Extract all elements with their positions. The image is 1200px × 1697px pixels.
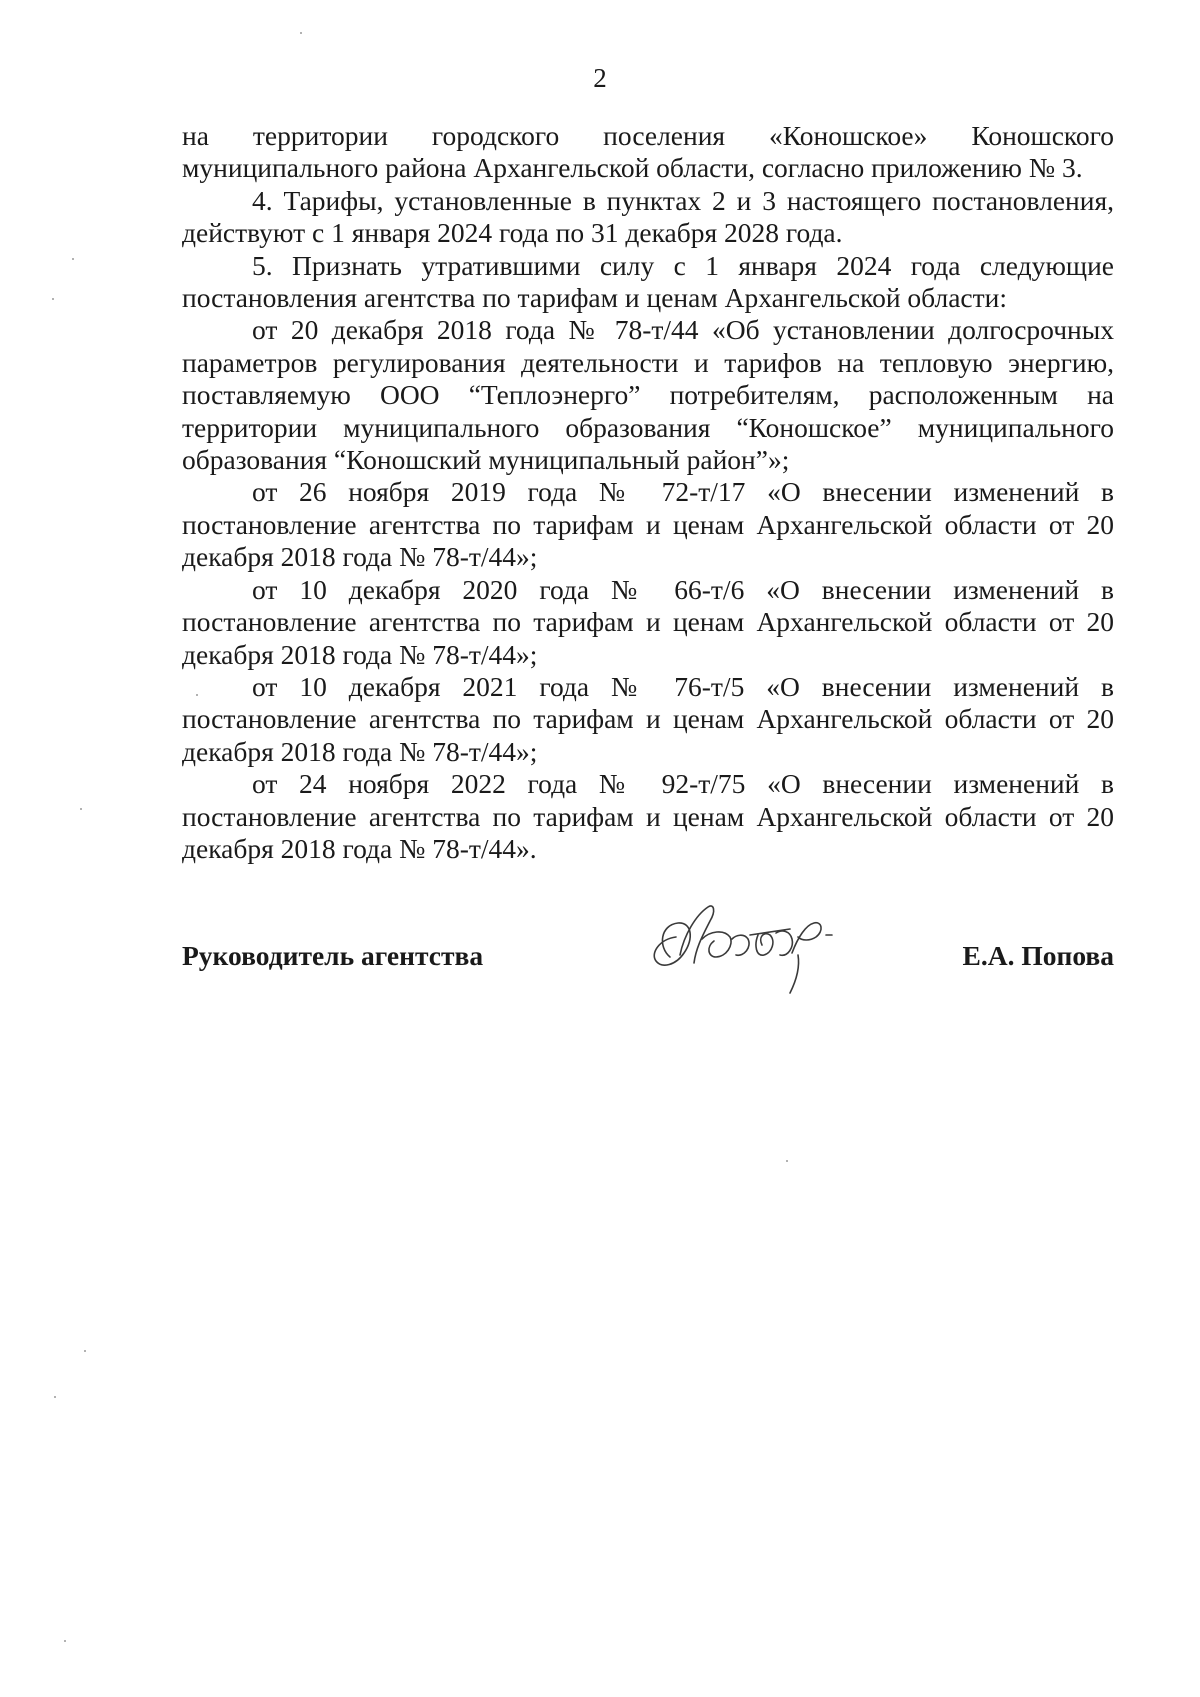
page-number: 2	[593, 63, 607, 93]
document-body	[182, 120, 1114, 865]
repealed-resolution-2018: от 20 декабря 2018 года № 78-т/44 «Об установлении долгосрочных параметров регулирования деятельности и тарифов на тепловую энергию, поставляемую ООО “Теплоэнерго” потребителям, расположенным на территории муниципального образования “Коношское” муниципального образования “Коношский муниципальный район”»;	[182, 314, 1114, 476]
paragraph-item-4: 4. Тарифы, установленные в пунктах 2 и 3 настоящего постановления, действуют с 1 января 2024 года по 31 декабря 2028 года.	[182, 184, 1114, 249]
repealed-resolution-2020: от 10 декабря 2020 года № 66-т/6 «О внесении изменений в постановление агентства по тарифам и ценам Архангельской области от 20 декабря 2018 года № 78-т/44»;	[182, 573, 1114, 670]
repealed-resolution-2021: от 10 декабря 2021 года № 76-т/5 «О внесении изменений в постановление агентства по тарифам и ценам Архангельской области от 20 декабря 2018 года № 78-т/44»;	[182, 670, 1114, 767]
paragraph-continuation: на территории городского поселения «Коношское» Коношского муниципального района Архангельской области, согласно приложению № 3.	[182, 120, 1114, 184]
paragraph-item-5: 5. Признать утратившими силу с 1 января 2024 года следующие постановления агентства по тарифам и ценам Архангельской области:	[182, 249, 1114, 314]
repealed-resolution-2022: от 24 ноября 2022 года № 92-т/75 «О внесении изменений в постановление агентства по тарифам и ценам Архангельской области от 20 декабря 2018 года № 78-т/44».	[182, 768, 1114, 864]
signatory-position: Руководитель агентства	[182, 940, 484, 971]
signatory-name: Е.А. Попова	[962, 940, 1114, 971]
handwritten-signature	[640, 895, 870, 1005]
repealed-resolution-2019: от 26 ноября 2019 года № 72-т/17 «О внесении изменений в постановление агентства по тарифам и ценам Архангельской области от 20 декабря 2018 года № 78-т/44»;	[182, 476, 1114, 573]
